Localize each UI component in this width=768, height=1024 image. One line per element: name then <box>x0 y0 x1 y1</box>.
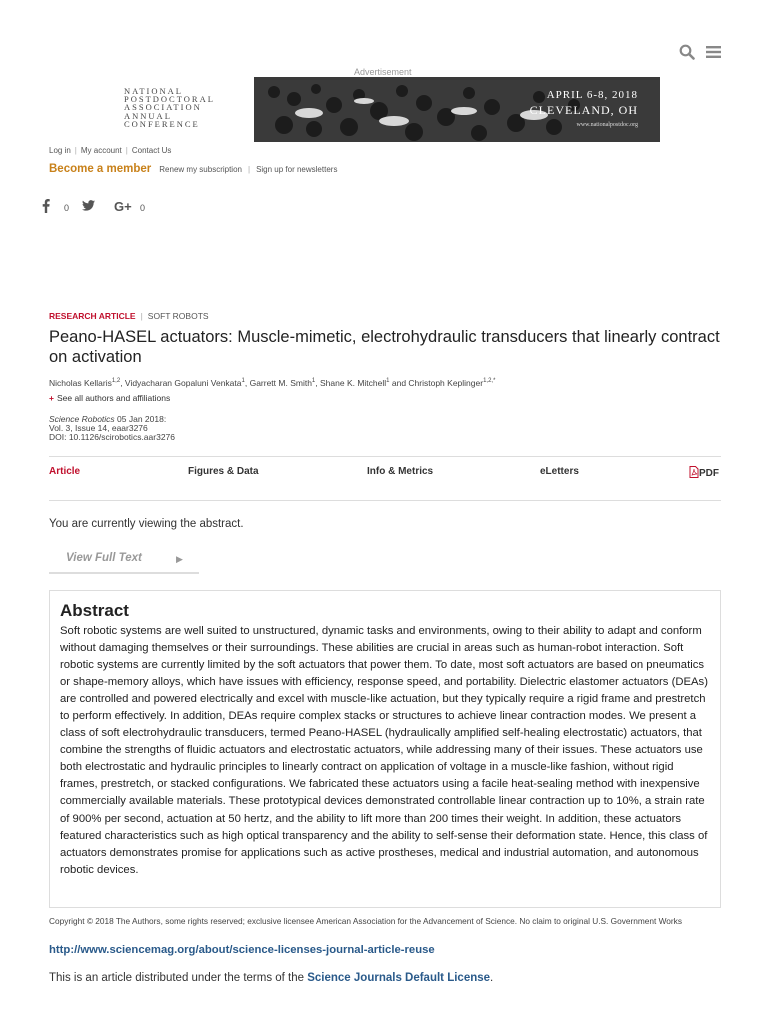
my-account-link[interactable]: My account <box>80 146 122 155</box>
facebook-share-count: 0 <box>64 203 70 213</box>
logo-line: ANNUAL <box>124 110 172 121</box>
author-name[interactable]: Vidyacharan Gopaluni Venkata <box>124 378 242 388</box>
search-icon[interactable] <box>679 44 695 60</box>
distribution-notice <box>49 972 493 984</box>
author-affiliation: 1,2 <box>111 378 121 385</box>
view-full-text-label: View Full Text <box>66 552 142 564</box>
abstract-section <box>49 590 721 908</box>
author-name[interactable]: Christoph Keplinger <box>408 378 484 388</box>
author-list: Nicholas Kellaris$^{1,2}$, Vidyacharan Gopaluni Venkata$^1$, Garrett M. Smith$^1$, Shane K. Mitchell$^1$ and Christoph Keplinger$^{1,2,*}$ <box>49 378 496 388</box>
tab-divider-top <box>49 456 721 457</box>
ad-url: www.nationalpostdoc.org <box>576 122 638 128</box>
see-all-authors-link[interactable] <box>49 393 170 403</box>
distribution-prefix: This is an article distributed under the terms of the <box>49 972 308 984</box>
license-reuse-link[interactable]: http://www.sciencemag.org/about/science-licenses-journal-article-reuse <box>49 944 435 956</box>
twitter-icon[interactable] <box>82 200 95 211</box>
logo-line: ASSOCIATION <box>124 102 202 113</box>
social-share-bar <box>42 199 162 215</box>
ad-banner[interactable] <box>254 77 660 142</box>
ad-city: CLEVELAND, OH <box>529 103 638 117</box>
author-name[interactable]: Nicholas Kellaris <box>49 378 112 388</box>
distribution-suffix: . <box>490 972 494 984</box>
logo-line: NATIONAL <box>124 86 183 96</box>
login-link[interactable]: Log in <box>49 146 71 155</box>
ad-date: APRIL 6-8, 2018 <box>546 89 638 101</box>
utility-links: Log in | My account | Contact Us <box>49 146 172 155</box>
author-affiliation: 1 <box>386 378 390 385</box>
author-affiliation: 1,2,* <box>483 378 496 385</box>
tab-divider-bottom <box>49 500 721 501</box>
tab-pdf[interactable] <box>689 466 719 479</box>
google-plus-share-count: 0 <box>140 203 146 213</box>
plus-icon: + <box>49 393 54 403</box>
journal-name: Science Robotics <box>49 414 115 424</box>
facebook-icon[interactable] <box>42 199 50 213</box>
doi[interactable]: DOI: 10.1126/scirobotics.aar3276 <box>49 432 175 442</box>
see-all-authors-label: See all authors and affiliations <box>56 393 171 403</box>
viewing-abstract-note: You are currently viewing the abstract. <box>49 518 244 530</box>
citation-block <box>49 415 175 442</box>
author-name[interactable]: Garrett M. Smith <box>249 378 312 388</box>
article-title: Peano-HASEL actuators: Muscle-mimetic, electrohydraulic transducers that linearly contract on activation <box>49 328 720 366</box>
svg-text:G+: G+ <box>114 200 132 212</box>
become-member-link[interactable]: Become a member <box>49 163 152 175</box>
abstract-text: Soft robotic systems are well suited to unstructured, dynamic tasks and environments, owing to their ability to adapt and conform without damaging themselves or their surroundings. These abilities are crucial in areas such as human-robot interaction. Soft robotic systems are currently limited by the soft actuators that power them. To date, most soft actuators are based on pneumatics or shape-memory alloys, which have issues with efficiency, response speed, and portability. Dielectric elastomer actuators (DEAs) are controlled and powered electrically and excel with muscle-like actuation, but they typically require a rigid frame and prestretch to perform effectively. In addition, DEAs require complex stacks or structures to achieve linear contraction modes. We present a class of soft electrohydraulic transducers, termed Peano-HASEL (hydraulically amplified self-healing electrostatic) actuators, that combine the strengths of fluidic actuators and electrostatic actuators, while addressing many of their issues. These actuators use both electrostatic and hydraulic principles to linearly contract on application of voltage in a muscle-like fashion, without rigid frames, prestretch, or stacked configurations. We fabricated these actuators using a facile heat-sealing method with inexpensive commercially available materials. These prototypical devices demonstrated controllable linear contraction up to 10%, a strain rate of 900% per second, actuation at 50 hertz, and the ability to lift more than 200 times their weight. In addition, these actuators featured characteristics such as high optical transparency and the ability to self-sense their deformation state. Hence, this class of actuators demonstrates promise for applications such as active prostheses, medical and industrial automation, and autonomous robotic devices. <box>60 625 708 876</box>
membership-links: Become a member Renew my subscription | Sign up for newsletters <box>49 163 338 175</box>
volume-issue: Vol. 3, Issue 14, eaar3276 <box>49 423 148 433</box>
contact-us-link[interactable]: Contact Us <box>131 146 172 155</box>
article-type-line: RESEARCH ARTICLE | SOFT ROBOTS <box>49 311 209 321</box>
google-plus-icon[interactable] <box>114 200 133 212</box>
author-affiliation: 1 <box>311 378 316 385</box>
menu-icon[interactable] <box>706 45 721 59</box>
author-affiliation: 1 <box>241 378 245 385</box>
author-name[interactable]: Shane K. Mitchell <box>320 378 387 388</box>
npa-conference-logo[interactable] <box>124 87 224 128</box>
tab-article[interactable]: Article <box>49 466 81 477</box>
advertisement-label: Advertisement <box>354 67 412 77</box>
article-type[interactable]: RESEARCH ARTICLE <box>49 311 136 321</box>
newsletter-signup-link[interactable]: Sign up for newsletters <box>256 165 338 174</box>
tab-eletters[interactable]: eLetters <box>540 466 579 477</box>
abstract-heading: Abstract <box>60 601 129 620</box>
renew-subscription-link[interactable]: Renew my subscription <box>159 165 242 174</box>
play-arrow-icon: ▶ <box>176 554 183 564</box>
copyright-notice: Copyright © 2018 The Authors, some rights reserved; exclusive licensee American Association for the Advancement of Science. No claim to original U.S. Government Works <box>49 916 682 926</box>
default-license-link[interactable]: Science Journals Default License <box>307 972 491 984</box>
tab-pdf-label: PDF <box>699 468 719 479</box>
tab-info-metrics[interactable]: Info & Metrics <box>367 466 434 477</box>
article-section[interactable]: SOFT ROBOTS <box>147 311 209 321</box>
view-full-text-button[interactable] <box>49 548 199 574</box>
tab-figures-data[interactable]: Figures & Data <box>188 466 259 477</box>
logo-line: POSTDOCTORAL <box>124 94 215 105</box>
publication-date: 05 Jan 2018: <box>114 414 167 424</box>
logo-line: CONFERENCE <box>124 118 200 129</box>
pdf-icon <box>689 466 699 478</box>
